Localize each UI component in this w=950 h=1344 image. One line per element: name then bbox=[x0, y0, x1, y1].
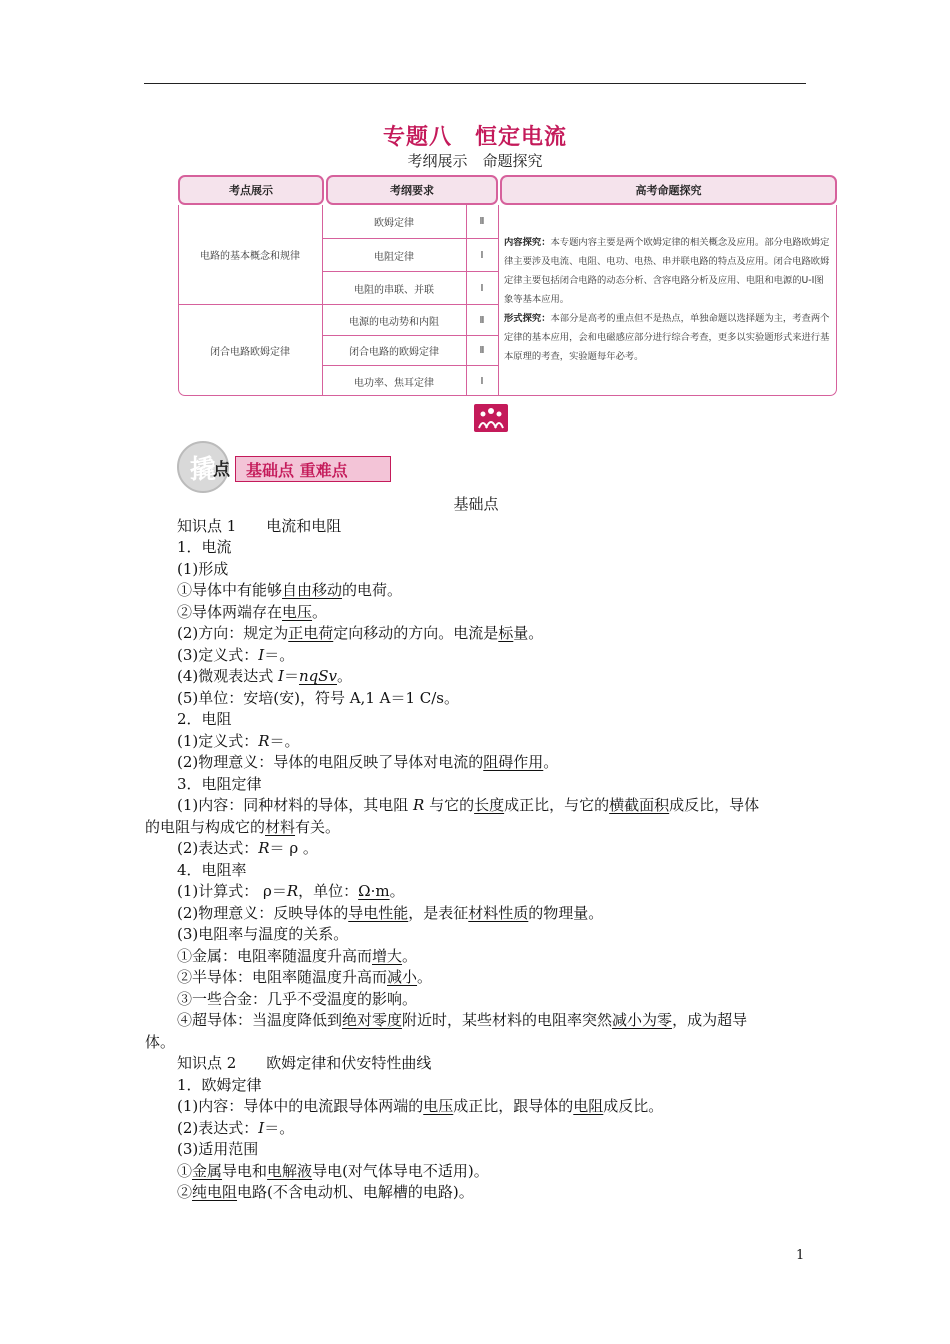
exploration-text: 内容探究：本专题内容主要是两个欧姆定律的相关概念及应用。部分电路欧姆定律主要涉及电流、电阻、电功、电热、串并联电路的特点及应用。闭合电路欧姆定律主要包括闭合电路的动态分析、含容电路分析及应用、电阻和电源的U-I图象等基本应用。 形式探究：本部分是高考的重点但不是热点，单独命题以选择题为主，考查两个定律的基本应用，会和电磁感应部分进行综合考查，更多以实验题形式来进行基本原理的考查，实验题每年必考。 bbox=[504, 237, 830, 362]
page-title: 专题八 恒定电流 bbox=[382, 124, 567, 150]
knowledge-point-1: 知识点 1 电流和电阻 bbox=[177, 516, 342, 535]
header-topics: 考点展示 bbox=[178, 175, 324, 205]
banner-badge: 撬 bbox=[177, 441, 229, 493]
level-cell: Ⅰ bbox=[480, 249, 484, 261]
item-cell: 电源的电动势和内阻 bbox=[349, 316, 439, 328]
level-cell: Ⅱ bbox=[479, 314, 485, 326]
header-exploration: 高考命题探究 bbox=[500, 175, 837, 205]
banner-title: 基础点 重难点 bbox=[235, 456, 391, 482]
item-cell: 电阻的串联、并联 bbox=[354, 284, 434, 296]
item-cell: 电阻定律 bbox=[374, 251, 414, 263]
section-banner bbox=[177, 437, 393, 493]
header-rule bbox=[144, 83, 806, 84]
item-cell: 电功率、焦耳定律 bbox=[354, 377, 434, 389]
syllabus-table bbox=[178, 175, 837, 396]
level-cell: Ⅰ bbox=[480, 282, 484, 294]
section-title: 基础点 bbox=[453, 495, 499, 513]
topic-cell: 电路的基本概念和规律 bbox=[200, 251, 300, 262]
level-cell: Ⅱ bbox=[479, 345, 485, 356]
level-cell: Ⅰ bbox=[480, 375, 484, 387]
page-number: 1 bbox=[796, 1248, 805, 1263]
knowledge-point-2: 知识点 2 欧姆定律和伏安特性曲线 bbox=[177, 1054, 432, 1072]
level-cell: Ⅱ bbox=[479, 216, 485, 227]
page-subtitle: 考纲展示 命题探究 bbox=[407, 152, 543, 170]
item-cell: 闭合电路的欧姆定律 bbox=[349, 347, 439, 358]
banner-dian: 点 bbox=[213, 460, 230, 480]
section-logo-icon bbox=[474, 404, 508, 432]
main-content: 基础点 知识点 1 电流和电阻 1．电流 (1)形成 ①导体中有能够自由移动的电荷。 ②导体两端存在电压。 (2)方向：规定为正电荷定向移动的方向。电流是标量。 (3)定义式：I＝。 (4)微观表达式 I＝nqSv。 (5)单位：安培(安)，符号 A,1 A＝1 C/s。 2．电阻 (1)定义式：R＝。 (2)物理意义：导体的电阻反映了导体对电流的阻碍作用。 3．电阻定律 (1)内容：同种材料的导体，其电阻 R 与它的长度成正比，与它的横截面积成反比，导体 的电阻与构成它的材料有关。 (2)表达式：R＝ ρ 。 4．电阻率 (1)计算式： ρ＝R，单位：Ω·m。 (2)物理意义：反映导体的导电性能，是表征材料性质的物理量。 (3)电阻率与温度的关系。 ①金属：电阻率随温度升高而增大。 ②半导体：电阻率随温度升高而减小。 ③一些合金：几乎不受温度的影响。 ④超导体：当温度降低到绝对零度附近时，某些材料的电阻率突然减小为零，成为超导 体。 知识点 2 欧姆定律和伏安特性曲线 1．欧姆定律 (1)内容：导体中的电流跟导体两端的电压成正比，跟导体的电阻成反比。 (2)表达式：I＝。 (3)适用范围 ①金属导电和电解液导电(对气体导电不适用)。 ②纯电阻电路(不含电动机、电解槽的电路)。 bbox=[145, 494, 807, 1204]
header-requirements: 考纲要求 bbox=[326, 175, 498, 205]
topic-cell: 闭合电路欧姆定律 bbox=[210, 347, 290, 358]
item-cell: 欧姆定律 bbox=[374, 218, 414, 229]
